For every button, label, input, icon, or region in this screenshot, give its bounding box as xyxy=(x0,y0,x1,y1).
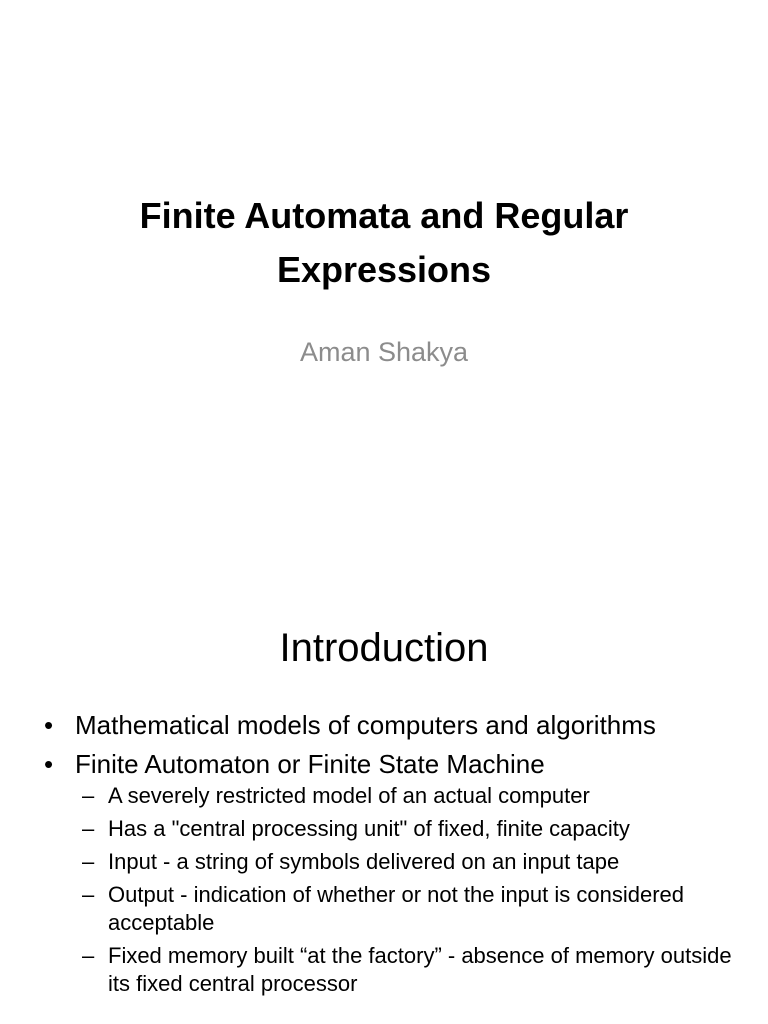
dash-icon: – xyxy=(82,882,95,907)
slide-title: Finite Automata and Regular Expressions xyxy=(139,195,629,290)
sub-bullet-text: Input - a string of symbols delivered on an input tape xyxy=(108,849,620,874)
dash-icon: – xyxy=(82,849,95,874)
bullet-item xyxy=(44,710,734,741)
sub-bullet-item xyxy=(44,881,734,937)
sub-bullet-text: Fixed memory built “at the factory” - absence of memory outside its fixed central processor xyxy=(108,943,732,996)
sub-bullet-text: Has a "central processing unit" of fixed, finite capacity xyxy=(108,816,630,841)
bullet-text: Mathematical models of computers and algorithms xyxy=(75,710,656,740)
sub-bullet-item xyxy=(44,942,734,998)
sub-bullet-item xyxy=(44,815,734,843)
sub-bullet-text: Output - indication of whether or not the input is considered acceptable xyxy=(108,882,685,935)
bullet-text: Finite Automaton or Finite State Machine xyxy=(75,749,545,779)
bullet-icon: • xyxy=(44,749,54,779)
slide-heading: Introduction xyxy=(279,626,489,670)
bullet-icon: • xyxy=(44,710,54,740)
sub-bullet-text: A severely restricted model of an actual computer xyxy=(108,783,590,808)
sub-bullet-item xyxy=(44,782,734,810)
dash-icon: – xyxy=(82,816,95,841)
bullet-item xyxy=(44,749,734,998)
slide-subtitle-author: Aman Shakya xyxy=(299,337,469,367)
dash-icon: – xyxy=(82,783,95,808)
introduction-slide xyxy=(0,576,768,1024)
sub-bullet-item xyxy=(44,848,734,876)
dash-icon: – xyxy=(82,943,95,968)
bullet-list xyxy=(44,710,734,1006)
sub-bullet-list xyxy=(44,782,734,998)
